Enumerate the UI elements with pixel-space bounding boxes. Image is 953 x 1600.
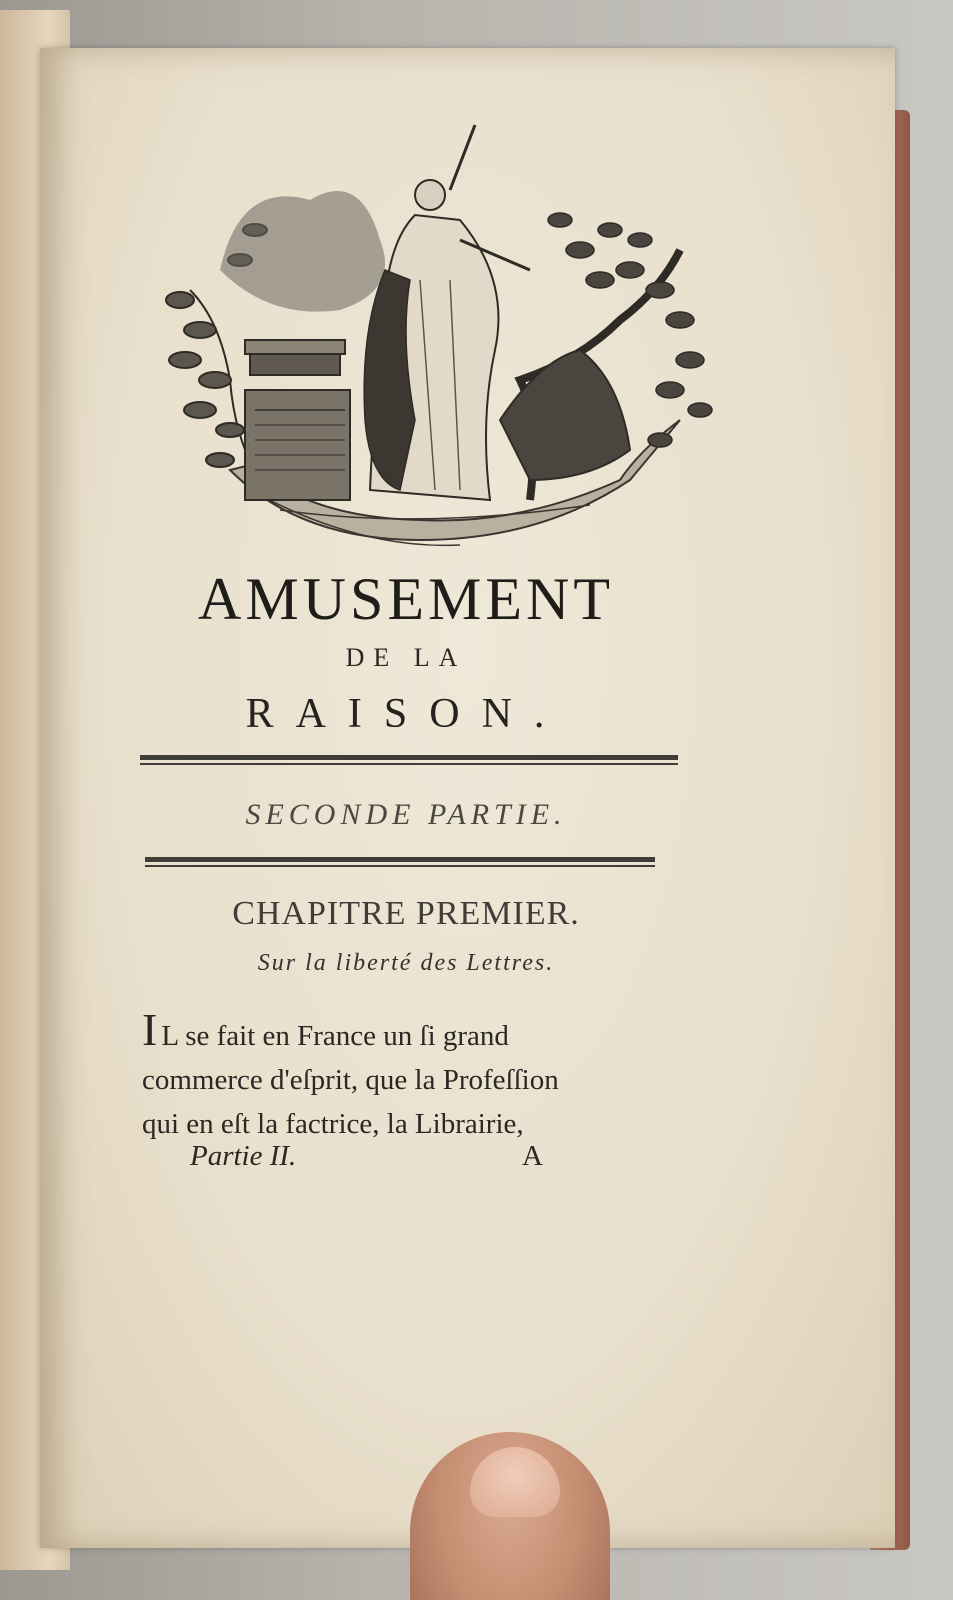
chapter-subtitle: Sur la liberté des Lettres.	[257, 950, 555, 976]
body-line	[142, 1004, 672, 1058]
book-subtitle-word: RAISON.	[245, 691, 567, 737]
body-text	[142, 1004, 672, 1146]
body-line-text: L se fait en France un ſi grand	[161, 1020, 509, 1052]
double-rule-bottom	[145, 857, 655, 867]
body-line: commerce d'eſprit, que la Profeſſion	[142, 1064, 559, 1096]
double-rule-top	[140, 755, 678, 765]
chapter-heading: CHAPITRE PREMIER.	[232, 895, 580, 932]
book-subtitle: DE LA	[345, 643, 467, 672]
engraved-vignette-icon	[160, 120, 720, 570]
body-line: qui en eſt la factrice, la Librairie,	[142, 1108, 524, 1140]
book-title: AMUSEMENT	[197, 566, 614, 632]
signature-mark: A	[522, 1140, 543, 1172]
signature-part: Partie II.	[190, 1140, 297, 1172]
part-heading: SECONDE PARTIE.	[245, 798, 567, 831]
drop-cap: I	[142, 1004, 158, 1055]
